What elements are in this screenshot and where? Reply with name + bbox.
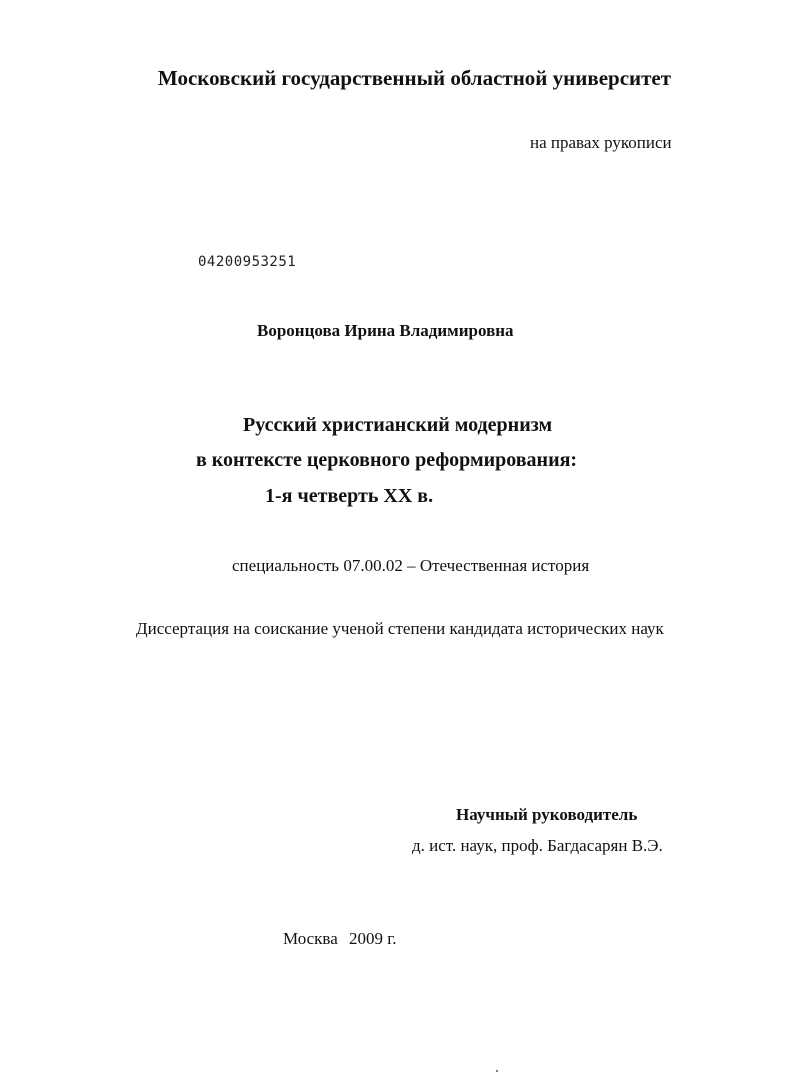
dissertation-title-line-2: в контексте церковного реформирования:: [196, 449, 578, 471]
dissertation-note: Диссертация на соискание ученой степени кандидата исторических наук: [136, 619, 664, 638]
author-name: Воронцова Ирина Владимировна: [257, 321, 514, 340]
university-name: Московский государственный областной университет: [157, 66, 672, 90]
supervisor-name: д. ист. наук, проф. Багдасарян В.Э.: [412, 836, 663, 855]
scan-speck: [496, 1070, 498, 1072]
dissertation-title-line-3: 1-я четверть XX в.: [265, 485, 434, 507]
dissertation-title-line-1: Русский христианский модернизм: [243, 414, 553, 436]
rights-note: на правах рукописи: [530, 133, 672, 152]
catalog-code: 04200953251: [198, 254, 297, 270]
specialty-line: специальность 07.00.02 – Отечественная история: [232, 556, 590, 575]
city: Москва: [283, 929, 338, 948]
supervisor-label: Научный руководитель: [456, 805, 638, 824]
year: 2009 г.: [349, 929, 397, 948]
